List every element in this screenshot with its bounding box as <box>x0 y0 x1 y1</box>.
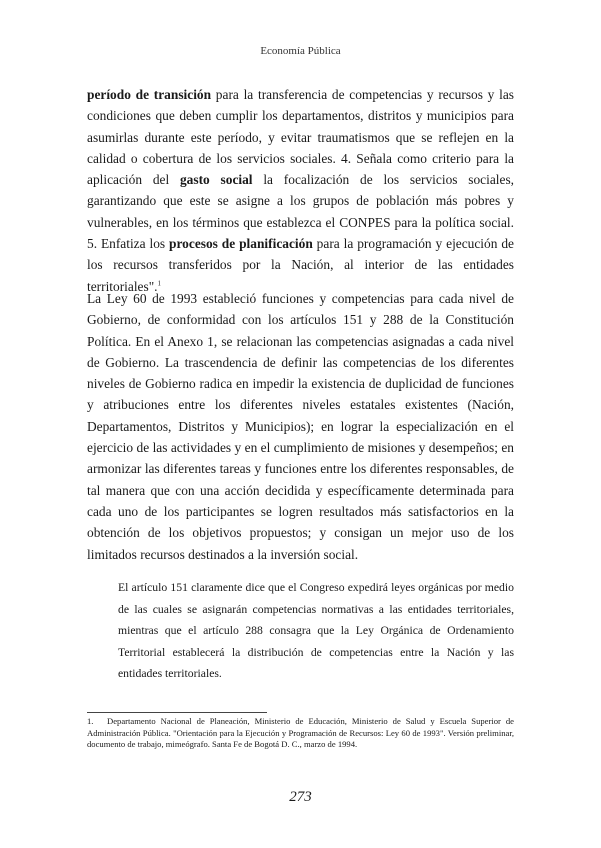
footnote-text: Departamento Nacional de Planeación, Ministerio de Educación, Ministerio de Salud y Escuela Superior de Administración Pública. "Orientación para la Ejecución y Programación de Recursos: Ley 60 de 1993". Versión preliminar, documento de trabajo, mimeógrafo. Santa Fe de Bogotá D. C., marzo de 1994. <box>87 716 514 749</box>
footnote-reference[interactable]: 1 <box>157 279 162 288</box>
paragraph-text: para la transferencia de competencias y recursos y las condiciones que deben cumplir los departamentos, distritos y municipios para asumirlas durante este período, y evitar traumatismos que se reflejen en la calidad o cobertura de los servicios sociales. 4. Señala como criterio para la aplicación del <box>87 87 514 188</box>
paragraph-continuation <box>87 84 514 297</box>
bold-term-transition-period: período de transición <box>87 87 212 102</box>
block-quote: El artículo 151 claramente dice que el Congreso expedirá leyes orgánicas por medio de las cuales se asignarán competencias normativas a las entidades territoriales, mientras que el artículo 288 consagra que la Ley Orgánica de Ordenamiento Territorial establecerá la distribución de competencias entre la Nación y las entidades territoriales. <box>118 581 514 681</box>
footnote <box>87 716 514 751</box>
footnote-divider <box>87 712 267 713</box>
running-header: Economía Pública <box>260 45 341 57</box>
paragraph-text: la focalización de los servicios sociales, garantizando que este se asigne a los grupos de población más pobres y vulnerables, en los términos que establezca el CONPES para la política social. 5. Enfatiza los <box>87 172 515 252</box>
page-number: 273 <box>289 789 312 805</box>
paragraph-text: para la programación y ejecución de los recursos transferidos por la Nación, al interior de las entidades territoriales". <box>87 236 514 294</box>
paragraph-ley-60: La Ley 60 de 1993 estableció funciones y competencias para cada nivel de Gobierno, de conformidad con los artículos 151 y 288 de la Constitución Política. En el Anexo 1, se relacionan las competencias asignadas a cada nivel de Gobierno. La trascendencia de definir las competencias de los diferentes niveles de Gobierno radica en impedir la existencia de duplicidad de funciones y atribuciones entre los diferentes niveles estatales existentes (Nación, Departamentos, Distritos y Municipios); en lograr la especialización en el ejercicio de las actividades y en el cumplimiento de misiones y desempeños; en armonizar las diferentes tareas y funciones entre los diferentes responsables, de tal manera que con una acción decidida y específicamente determinada para cada uno de los participantes se logren resultados más satisfactorios en la obtención de los objetivos propuestos; y consigan un mejor uso de los limitados recursos destinados a la inversión social. <box>87 291 514 562</box>
bold-term-social-spending: gasto social <box>179 172 253 188</box>
footnote-number: 1. <box>87 716 94 726</box>
bold-term-planning-processes: procesos de planificación <box>169 236 313 252</box>
